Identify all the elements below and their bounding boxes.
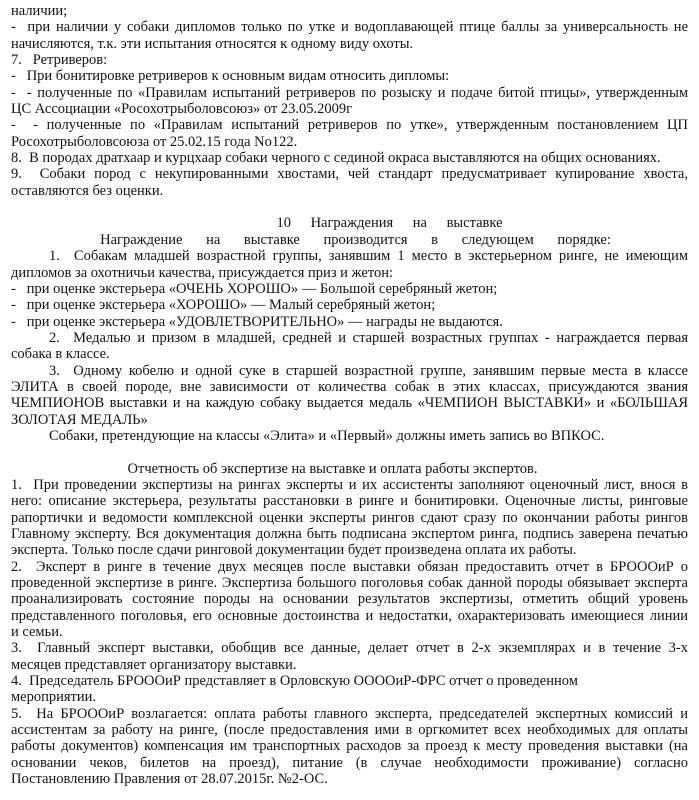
- text-line: 2. Медалью и призом в младшей, средней и старшей возрастных группах - награждается первая: [49, 329, 688, 346]
- blank-line: [11, 444, 688, 460]
- text-line: 3. Одному кобелю и одной суке в старшей возрастной группе, занявшим первые места в классе: [49, 362, 688, 379]
- text-line: - при оценке экстерьера «УДОВЛЕТВОРИТЕЛЬНО» — награды не выдаются.: [11, 313, 503, 330]
- text-line: 1. При проведении экспертизы на рингах эксперты и их ассистенты заполняют оценочный лист, внося в: [11, 476, 688, 493]
- text-line: Собаки, претендующие на классы «Элита» и «Первый» должны иметь запись во ВПКОС.: [49, 427, 605, 444]
- text-line: рапортички и ведомости комплексной оценки эксперты рингов сдают сразу по окончании работы рингов: [11, 509, 688, 526]
- text-line: 3. Главный эксперт выставки, обобщив все данные, делает отчет в 2-х экземплярах и в течение 3-х: [11, 640, 688, 657]
- text-line: наличии;: [11, 3, 68, 19]
- text-line: - при оценке экстерьера «ОЧЕНЬ ХОРОШО» — Большой серебряный жетон;: [11, 280, 498, 297]
- text-line: ЦС Ассоциации «Росохотрыболовсоюз» от 23.05.2009г: [11, 101, 353, 118]
- text-line: эксперта. Только после сдачи ринговой документации будет произведена оплата их работы.: [11, 542, 577, 559]
- text-line: ЗОЛОТАЯ МЕДАЛЬ»: [11, 411, 148, 428]
- text-line: проведенной экспертизе в ринге. Экспертиза большого поголовья собак данной породы обязывает эксперта: [11, 575, 688, 592]
- text-line: собака в классе.: [11, 346, 110, 363]
- text-line: основании чеков, билетов на проезд), питание (в случае необходимости проживание) согласно: [11, 754, 688, 771]
- text-line: проанализировать состояние породы на основании результатов экспертизы, отметить общий уровень: [11, 591, 688, 608]
- text-line: работы документов) компенсация им транспортных расходов за проезд к месту проведения выставки (на: [11, 738, 688, 755]
- text-line: дипломов за охотничьи качества, присуждается приз и жетон:: [11, 264, 394, 281]
- text-line: - - полученные по «Правилам испытаний ретриверов по утке», утвержденным постановлением ЦП: [11, 117, 688, 134]
- text-line: 9. Собаки пород с некупированными хвостами, чей стандарт предусматривает купирование хвоста,: [11, 166, 688, 183]
- text-line: него: описание экстерьера, результаты расстановки в ринге и бонитировки. Оценочные листы, ринговые: [11, 493, 688, 510]
- text-line: мероприятии.: [11, 689, 97, 706]
- text-line: Постановлению Правления от 28.07.2015г. №2-ОС.: [11, 771, 328, 788]
- text-line: ассистентам за работу на ринге, (после предоставления ими в оргкомитет всех необходимых для оплаты: [11, 722, 688, 739]
- text-line: 8. В породах дратхаар и курцхаар собаки черного с сединой окраса выставляются на общих основаниях.: [11, 150, 661, 167]
- text-line: ЭЛИТА в своей породе, вне зависимости от количества собак в этих классах, присуждаются звания: [11, 378, 688, 395]
- text-line: 7. Ретриверов:: [11, 52, 108, 69]
- text-line: 4. Председатель БРОООиР представляет в Орловскую ООООиР-ФРС отчет о проведенном: [11, 673, 578, 690]
- text-line: 2. Эксперт в ринге в течение двух месяцев после выставки обязан предоставить отчет в БРОООиР о: [11, 558, 688, 575]
- text-line: Росохотрыболовсоюза от 25.02.15 года No122.: [11, 133, 298, 150]
- text-line: Главному эксперту. Вся документация должна быть подписана экспертом ринга, подпись заверена печатью: [11, 526, 688, 542]
- text-line: Награждение на выставке производится в следующем порядке:: [100, 231, 611, 248]
- text-line: месяцев представляет организатору выставки.: [11, 656, 297, 673]
- text-line: Отчетность об экспертизе на выставке и оплата работы экспертов.: [127, 460, 538, 477]
- text-line: - при наличии у собаки дипломов только по утке и водоплавающей птице баллы за универсальность не: [11, 19, 688, 36]
- text-line: - при оценке экстерьера «ХОРОШО» — Малый серебряный жетон;: [11, 297, 436, 314]
- text-line: оставляются без оценки.: [11, 182, 164, 199]
- text-line: представленного поголовья, его основные достоинства и недостатки, охарактеризовать имеющиеся линии: [11, 607, 688, 624]
- text-line: начисляются, т.к. эти испытания относятся к одному виду охоты.: [11, 35, 414, 52]
- text-line: и семьи.: [11, 624, 63, 641]
- text-line: - - полученные по «Правилам испытаний ретриверов по розыску и подаче битой птицы», утвержденным: [11, 84, 688, 101]
- text-line: 5. На БРОООиР возлагается: оплата работы главного эксперта, председателей экспертных комиссий и: [11, 705, 688, 722]
- text-line: - При бонитировке ретриверов к основным видам относить дипломы:: [11, 68, 450, 85]
- text-line: ЧЕМПИОНОВ выставки и на каждую собаку выдается медаль «ЧЕМПИОН ВЫСТАВКИ» и «БОЛЬШАЯ: [11, 395, 688, 412]
- blank-line: [11, 199, 688, 215]
- text-line: 1. Собакам младшей возрастной группы, занявшим 1 место в экстерьерном ринге, не имеющим: [49, 248, 688, 265]
- text-line: 10 Награждения на выставке: [276, 215, 503, 232]
